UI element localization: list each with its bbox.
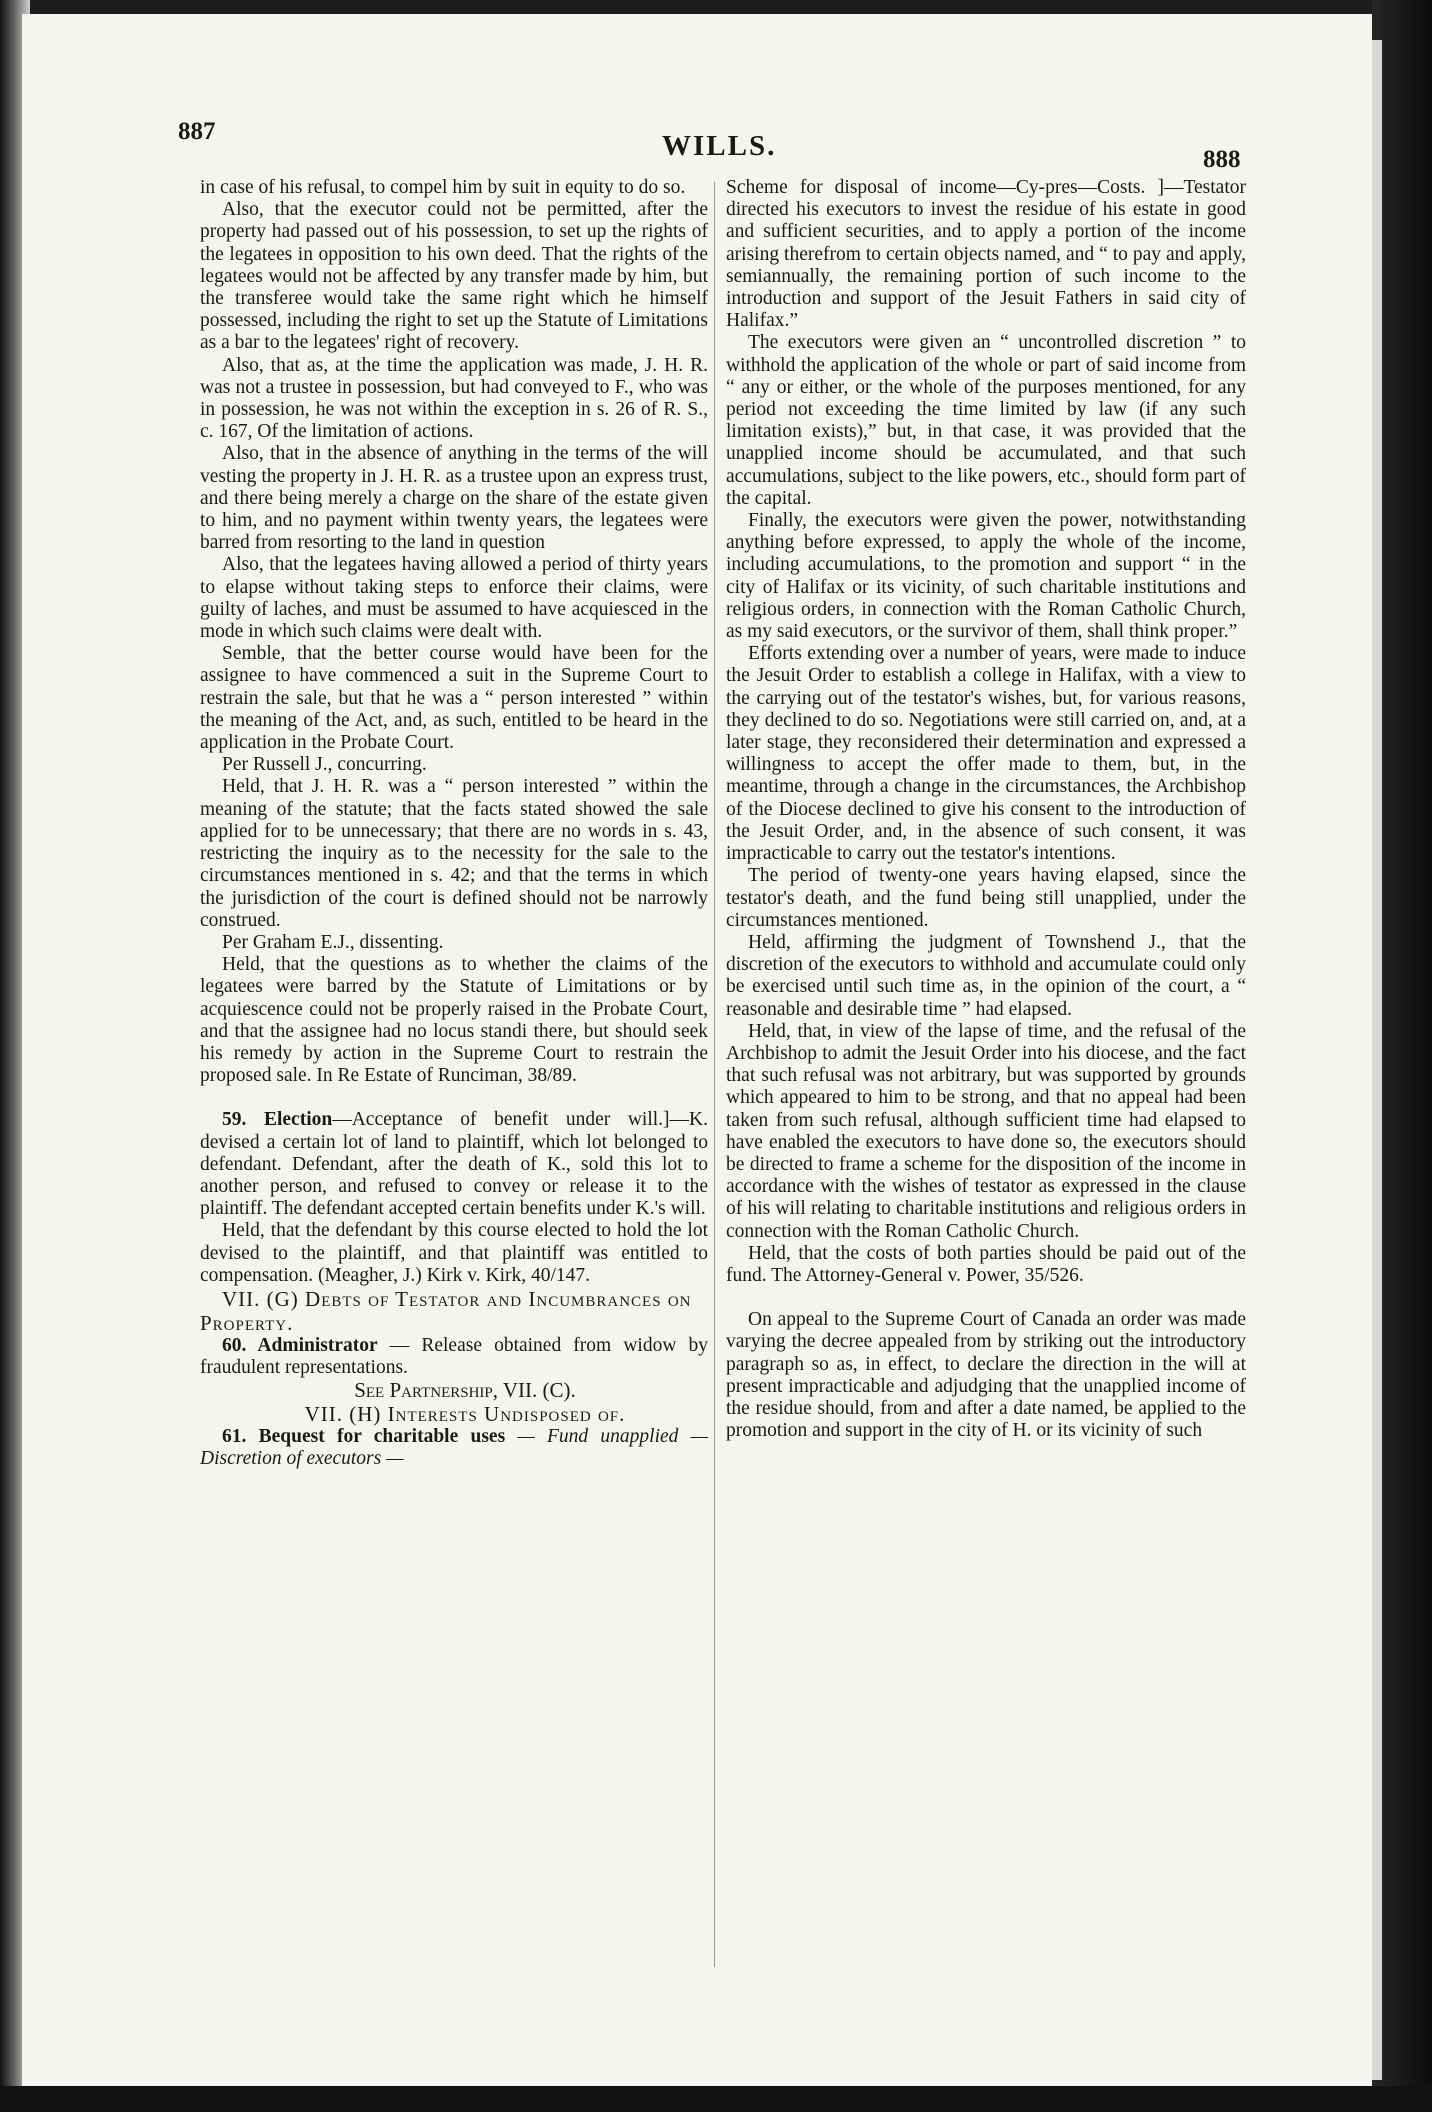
paragraph: Efforts extending over a number of years, were made to induce the Jesuit Order to establish a college in Halifax, with a view to the carrying out of the testator's wishes, but, for various reasons, they declined to do so. Negotiations were still carried on, and, at a later stage, they reconsidered their determination and expressed a willingness to accept the offer made to them, but, in the meantime, through a change in the circumstances, the Archbishop of the Diocese declined to give his consent to the introduction of the Jesuit Order, and, in the absence of such consent, it was impracticable to carry out the testator's intentions. [726, 643, 1246, 865]
running-title: WILLS. [662, 130, 777, 162]
paragraph: Held, that the costs of both parties should be paid out of the fund. The Attorney-General v. Power, 35/526. [726, 1242, 1246, 1286]
paragraph: Also, that as, at the time the application was made, J. H. R. was not a trustee in possession, but had conveyed to F., who was in possession, he was not within the exception in s. 26 of R. S., c. 167, Of the limitation of actions. [200, 354, 708, 443]
left-column [200, 177, 708, 1470]
page-right-edge [1372, 0, 1432, 2112]
section-heading-h: VII. (H) Interests Undisposed of. [304, 1401, 626, 1426]
bottom-edge [0, 2086, 1432, 2112]
paragraph: Also, that the legatees having allowed a period of thirty years to elapse without taking steps to enforce their claims, were guilty of laches, and must be assumed to have acquiesced in the mode in which such claims were dealt with. [200, 554, 708, 643]
paragraph: Per Russell J., concurring. [222, 754, 427, 776]
entry-60 [200, 1335, 708, 1379]
paragraph: Held, that, in view of the lapse of time, and the refusal of the Archbishop to admit the Jesuit Order into his diocese, and the fact that such refusal was not arbitrary, but was supported by grounds which appeared to him to be strong, and that no appeal had been taken from such refusal, although sufficient time had elapsed to have enabled the executors to have done so, the executors should be directed to frame a scheme for the disposition of the income in accordance with the wishes of testator as expressed in the clause of his will relating to charitable institutions and religious orders in connection with the Roman Catholic Church. [726, 1020, 1246, 1242]
paragraph: in case of his refusal, to compel him by suit in equity to do so. [200, 177, 686, 198]
paragraph: Held, affirming the judgment of Townshend J., that the discretion of the executors to withhold and accumulate could only be exercised until such time as, in the opinion of the court, a “ reasonable and desirable time ” had elapsed. [726, 931, 1246, 1020]
entry-59 [200, 1109, 708, 1220]
entry-60-text: — Release obtained from widow by fraudulent representations. [200, 1334, 708, 1379]
entry-61-heading: 61. Bequest for charitable uses [222, 1425, 506, 1447]
column-divider [714, 182, 715, 1967]
paragraph: The executors were given an “ uncontrolled discretion ” to withhold the application of the whole or part of said income from “ any or either, or the whole of the purposes mentioned, for any period not exceeding the time limited by law (if any such limitation exists),” but, in that case, it was provided that the unapplied income should be accumulated, and that such accumulations, subject to the like powers, etc., should form part of the capital. [726, 332, 1246, 509]
entry-61 [200, 1426, 708, 1470]
left-page-number: 887 [178, 118, 216, 145]
paragraph: The period of twenty-one years having elapsed, since the testator's death, and the fund being still unapplied, under the circumstances mentioned. [726, 865, 1246, 931]
paragraph: Per Graham E.J., dissenting. [222, 931, 444, 953]
right-column [726, 177, 1246, 1442]
section-heading-g: VII. (G) Debts of Testator and Incumbrances on Property. [200, 1286, 692, 1335]
paragraph: Scheme for disposal of income—Cy-pres—Costs. ]—Testator directed his executors to invest the residue of his estate in good and sufficient securities, and to apply a portion of the income arising therefrom to certain objects named, and “ to pay and apply, semiannually, the remaining portion of such income to the introduction and support of the Jesuit Fathers in said city of Halifax.” [726, 177, 1246, 332]
entry-59-text: —Acceptance of benefit under will.]—K. devised a certain lot of land to plaintiff, which lot belonged to defendant. Defendant, after the death of K., sold this lot to another person, and refused to convey or release it to the plaintiff. The defendant accepted certain benefits under K.'s will. [200, 1109, 708, 1220]
paragraph: Also, that the executor could not be permitted, after the property had passed out of his possession, to set up the rights of the legatees in opposition to his own deed. That the rights of the legatees would not be affected by any transfer made by him, but the transferee would take the same right which he himself possessed, including the right to set up the Statute of Limitations as a bar to the legatees' right of recovery. [200, 199, 708, 354]
paragraph: Held, that the questions as to whether the claims of the legatees were barred by the Statute of Limitations or by acquiescence could not be properly raised in the Probate Court, and that the assignee had no locus standi there, but should seek his remedy by action in the Supreme Court to restrain the proposed sale. In Re Estate of Runciman, 38/89. [200, 954, 708, 1087]
entry-61-text: — Fund unapplied — Discretion of executors — [200, 1425, 708, 1469]
see-also-reference: See Partnership, VII. (C). [354, 1378, 576, 1403]
paragraph: Semble, that the better course would have been for the assignee to have commenced a suit in the Supreme Court to restrain the sale, but that he was a “ person interested ” within the meaning of the Act, and, as such, entitled to be heard in the application in the Probate Court. [200, 643, 708, 754]
paragraph: Held, that J. H. R. was a “ person interested ” within the meaning of the statute; that the facts stated showed the sale applied for to be unnecessary; that there are no words in s. 43, restricting the inquiry as to the necessity for the sale to the circumstances mentioned in s. 42; and that the terms in which the jurisdiction of the court is defined should not be narrowly construed. [200, 776, 708, 931]
entry-59-held: Held, that the defendant by this course elected to hold the lot devised to the plaintiff, and that plaintiff was entitled to compensation. (Meagher, J.) Kirk v. Kirk, 40/147. [200, 1220, 708, 1286]
entry-59-heading: 59. Election [222, 1109, 333, 1131]
paragraph: Finally, the executors were given the power, notwithstanding anything before expressed, to apply the whole of the income, including accumulations, to the promotion and support “ in the city of Halifax or its vicinity, of such charitable institutions and religious orders, in connection with the Roman Catholic Church, as my said executors, or the survivor of them, shall think proper.” [726, 510, 1246, 643]
paragraph: Also, that in the absence of anything in the terms of the will vesting the property in J. H. R. as a trustee upon an express trust, and there being merely a charge on the share of the estate given to him, and no payment within twenty years, the legatees were barred from resorting to the land in question [200, 443, 708, 554]
right-page-number: 888 [1203, 146, 1241, 173]
entry-60-heading: 60. Administrator [222, 1334, 378, 1356]
paragraph: On appeal to the Supreme Court of Canada an order was made varying the decree appealed from by striking out the introductory paragraph so as, in effect, to declare the direction in the will at present impracticable and adjudging that the unapplied income of the residue should, from and after a date named, be applied to the promotion and support in the city of H. or its vicinity of such [726, 1309, 1246, 1442]
